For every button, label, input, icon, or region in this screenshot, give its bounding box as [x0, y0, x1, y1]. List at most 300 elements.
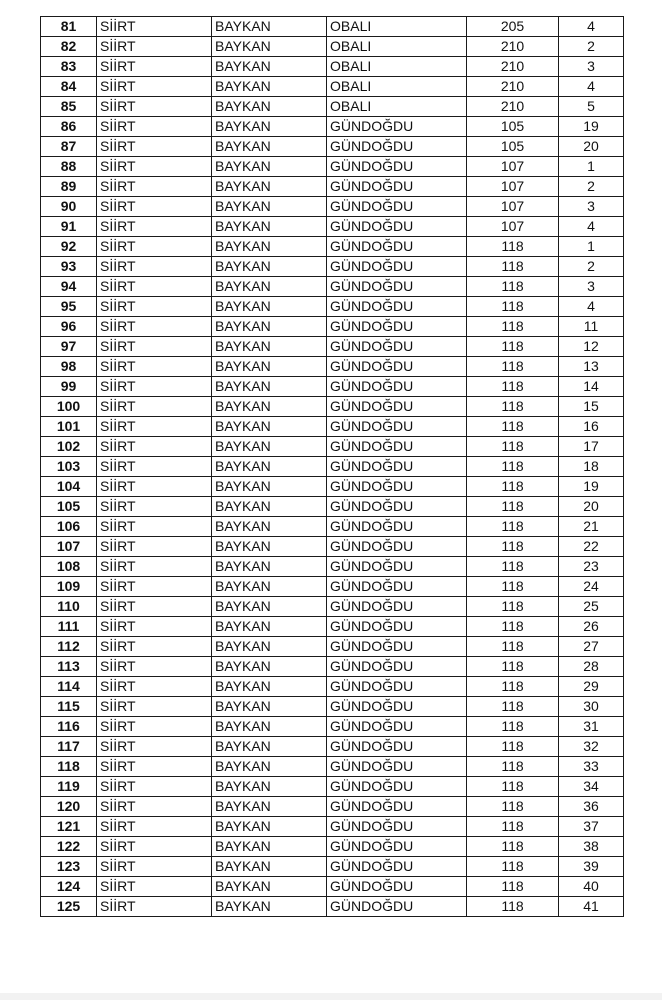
village-cell: OBALI: [327, 17, 467, 37]
table-row: [41, 377, 624, 397]
row-number-cell: 81: [41, 17, 97, 37]
village-cell: GÜNDOĞDU: [327, 517, 467, 537]
block-cell: 118: [467, 337, 559, 357]
row-number-cell: 82: [41, 37, 97, 57]
province-cell: SİİRT: [97, 217, 212, 237]
district-cell: BAYKAN: [212, 117, 327, 137]
village-cell: GÜNDOĞDU: [327, 337, 467, 357]
district-cell: BAYKAN: [212, 557, 327, 577]
parcel-cell: 16: [559, 417, 624, 437]
row-number-cell: 103: [41, 457, 97, 477]
row-number-cell: 125: [41, 897, 97, 917]
province-cell: SİİRT: [97, 357, 212, 377]
village-cell: GÜNDOĞDU: [327, 857, 467, 877]
province-cell: SİİRT: [97, 517, 212, 537]
table-row: [41, 337, 624, 357]
table-row: [41, 417, 624, 437]
block-cell: 118: [467, 417, 559, 437]
village-cell: GÜNDOĞDU: [327, 117, 467, 137]
province-cell: SİİRT: [97, 337, 212, 357]
district-cell: BAYKAN: [212, 717, 327, 737]
row-number-cell: 93: [41, 257, 97, 277]
village-cell: GÜNDOĞDU: [327, 777, 467, 797]
row-number-cell: 102: [41, 437, 97, 457]
block-cell: 118: [467, 757, 559, 777]
village-cell: GÜNDOĞDU: [327, 297, 467, 317]
village-cell: GÜNDOĞDU: [327, 377, 467, 397]
block-cell: 118: [467, 297, 559, 317]
parcel-cell: 38: [559, 837, 624, 857]
province-cell: SİİRT: [97, 717, 212, 737]
parcel-cell: 11: [559, 317, 624, 337]
province-cell: SİİRT: [97, 737, 212, 757]
district-cell: BAYKAN: [212, 157, 327, 177]
table-row: [41, 277, 624, 297]
row-number-cell: 105: [41, 497, 97, 517]
block-cell: 118: [467, 377, 559, 397]
village-cell: GÜNDOĞDU: [327, 597, 467, 617]
parcel-cell: 28: [559, 657, 624, 677]
parcel-cell: 12: [559, 337, 624, 357]
village-cell: OBALI: [327, 37, 467, 57]
row-number-cell: 88: [41, 157, 97, 177]
block-cell: 118: [467, 457, 559, 477]
parcel-cell: 2: [559, 177, 624, 197]
table-row: [41, 237, 624, 257]
row-number-cell: 119: [41, 777, 97, 797]
table-row: [41, 537, 624, 557]
district-cell: BAYKAN: [212, 617, 327, 637]
table-row: [41, 317, 624, 337]
province-cell: SİİRT: [97, 537, 212, 557]
district-cell: BAYKAN: [212, 677, 327, 697]
block-cell: 118: [467, 857, 559, 877]
parcel-cell: 39: [559, 857, 624, 877]
block-cell: 118: [467, 837, 559, 857]
province-cell: SİİRT: [97, 117, 212, 137]
village-cell: GÜNDOĞDU: [327, 557, 467, 577]
table-row: [41, 557, 624, 577]
province-cell: SİİRT: [97, 757, 212, 777]
district-cell: BAYKAN: [212, 457, 327, 477]
district-cell: BAYKAN: [212, 797, 327, 817]
row-number-cell: 118: [41, 757, 97, 777]
row-number-cell: 111: [41, 617, 97, 637]
parcel-cell: 22: [559, 537, 624, 557]
row-number-cell: 107: [41, 537, 97, 557]
province-cell: SİİRT: [97, 437, 212, 457]
province-cell: SİİRT: [97, 177, 212, 197]
village-cell: GÜNDOĞDU: [327, 457, 467, 477]
block-cell: 118: [467, 437, 559, 457]
parcel-cell: 34: [559, 777, 624, 797]
district-cell: BAYKAN: [212, 17, 327, 37]
block-cell: 118: [467, 537, 559, 557]
parcel-cell: 20: [559, 497, 624, 517]
block-cell: 107: [467, 177, 559, 197]
district-cell: BAYKAN: [212, 297, 327, 317]
table-row: [41, 257, 624, 277]
village-cell: OBALI: [327, 77, 467, 97]
parcel-cell: 2: [559, 257, 624, 277]
parcel-cell: 40: [559, 877, 624, 897]
table-row: [41, 757, 624, 777]
province-cell: SİİRT: [97, 797, 212, 817]
district-cell: BAYKAN: [212, 237, 327, 257]
block-cell: 118: [467, 397, 559, 417]
table-row: [41, 297, 624, 317]
block-cell: 118: [467, 597, 559, 617]
row-number-cell: 114: [41, 677, 97, 697]
parcel-cell: 2: [559, 37, 624, 57]
row-number-cell: 109: [41, 577, 97, 597]
table-row: [41, 457, 624, 477]
table-row: [41, 57, 624, 77]
row-number-cell: 104: [41, 477, 97, 497]
row-number-cell: 85: [41, 97, 97, 117]
province-cell: SİİRT: [97, 777, 212, 797]
district-cell: BAYKAN: [212, 257, 327, 277]
village-cell: GÜNDOĞDU: [327, 257, 467, 277]
district-cell: BAYKAN: [212, 57, 327, 77]
row-number-cell: 123: [41, 857, 97, 877]
document-page: [40, 16, 623, 917]
village-cell: GÜNDOĞDU: [327, 177, 467, 197]
block-cell: 118: [467, 657, 559, 677]
row-number-cell: 91: [41, 217, 97, 237]
table-row: [41, 637, 624, 657]
block-cell: 107: [467, 217, 559, 237]
row-number-cell: 89: [41, 177, 97, 197]
row-number-cell: 96: [41, 317, 97, 337]
village-cell: GÜNDOĞDU: [327, 137, 467, 157]
block-cell: 118: [467, 897, 559, 917]
district-cell: BAYKAN: [212, 517, 327, 537]
table-row: [41, 777, 624, 797]
province-cell: SİİRT: [97, 277, 212, 297]
table-row: [41, 157, 624, 177]
row-number-cell: 92: [41, 237, 97, 257]
district-cell: BAYKAN: [212, 277, 327, 297]
table-row: [41, 177, 624, 197]
province-cell: SİİRT: [97, 877, 212, 897]
table-row: [41, 617, 624, 637]
parcel-cell: 37: [559, 817, 624, 837]
village-cell: GÜNDOĞDU: [327, 697, 467, 717]
district-cell: BAYKAN: [212, 757, 327, 777]
row-number-cell: 100: [41, 397, 97, 417]
row-number-cell: 87: [41, 137, 97, 157]
block-cell: 118: [467, 817, 559, 837]
province-cell: SİİRT: [97, 57, 212, 77]
table-row: [41, 577, 624, 597]
table-row: [41, 597, 624, 617]
parcel-cell: 5: [559, 97, 624, 117]
block-cell: 205: [467, 17, 559, 37]
province-cell: SİİRT: [97, 577, 212, 597]
block-cell: 118: [467, 777, 559, 797]
village-cell: GÜNDOĞDU: [327, 197, 467, 217]
parcel-cell: 15: [559, 397, 624, 417]
district-cell: BAYKAN: [212, 597, 327, 617]
table-row: [41, 857, 624, 877]
district-cell: BAYKAN: [212, 97, 327, 117]
parcel-cell: 31: [559, 717, 624, 737]
block-cell: 210: [467, 57, 559, 77]
village-cell: GÜNDOĞDU: [327, 397, 467, 417]
province-cell: SİİRT: [97, 857, 212, 877]
district-cell: BAYKAN: [212, 77, 327, 97]
parcel-cell: 20: [559, 137, 624, 157]
province-cell: SİİRT: [97, 17, 212, 37]
district-cell: BAYKAN: [212, 897, 327, 917]
parcel-cell: 19: [559, 477, 624, 497]
row-number-cell: 121: [41, 817, 97, 837]
village-cell: GÜNDOĞDU: [327, 317, 467, 337]
row-number-cell: 116: [41, 717, 97, 737]
province-cell: SİİRT: [97, 257, 212, 277]
block-cell: 118: [467, 737, 559, 757]
parcel-cell: 1: [559, 237, 624, 257]
parcel-cell: 32: [559, 737, 624, 757]
province-cell: SİİRT: [97, 397, 212, 417]
province-cell: SİİRT: [97, 677, 212, 697]
district-cell: BAYKAN: [212, 217, 327, 237]
parcel-cell: 4: [559, 297, 624, 317]
block-cell: 118: [467, 677, 559, 697]
table-row: [41, 677, 624, 697]
parcel-cell: 36: [559, 797, 624, 817]
parcel-cell: 3: [559, 197, 624, 217]
row-number-cell: 113: [41, 657, 97, 677]
block-cell: 118: [467, 497, 559, 517]
parcel-cell: 21: [559, 517, 624, 537]
row-number-cell: 97: [41, 337, 97, 357]
block-cell: 118: [467, 237, 559, 257]
village-cell: GÜNDOĞDU: [327, 797, 467, 817]
district-cell: BAYKAN: [212, 537, 327, 557]
parcel-table: [40, 16, 624, 917]
table-row: [41, 37, 624, 57]
province-cell: SİİRT: [97, 617, 212, 637]
district-cell: BAYKAN: [212, 417, 327, 437]
district-cell: BAYKAN: [212, 497, 327, 517]
row-number-cell: 90: [41, 197, 97, 217]
row-number-cell: 112: [41, 637, 97, 657]
village-cell: GÜNDOĞDU: [327, 737, 467, 757]
block-cell: 118: [467, 877, 559, 897]
province-cell: SİİRT: [97, 317, 212, 337]
block-cell: 118: [467, 557, 559, 577]
row-number-cell: 83: [41, 57, 97, 77]
district-cell: BAYKAN: [212, 657, 327, 677]
district-cell: BAYKAN: [212, 37, 327, 57]
parcel-cell: 19: [559, 117, 624, 137]
district-cell: BAYKAN: [212, 737, 327, 757]
province-cell: SİİRT: [97, 417, 212, 437]
province-cell: SİİRT: [97, 817, 212, 837]
province-cell: SİİRT: [97, 157, 212, 177]
province-cell: SİİRT: [97, 457, 212, 477]
block-cell: 210: [467, 37, 559, 57]
village-cell: GÜNDOĞDU: [327, 237, 467, 257]
parcel-cell: 26: [559, 617, 624, 637]
row-number-cell: 115: [41, 697, 97, 717]
parcel-cell: 29: [559, 677, 624, 697]
village-cell: GÜNDOĞDU: [327, 837, 467, 857]
table-row: [41, 657, 624, 677]
province-cell: SİİRT: [97, 637, 212, 657]
district-cell: BAYKAN: [212, 337, 327, 357]
row-number-cell: 120: [41, 797, 97, 817]
village-cell: GÜNDOĞDU: [327, 577, 467, 597]
table-row: [41, 217, 624, 237]
block-cell: 118: [467, 577, 559, 597]
parcel-cell: 18: [559, 457, 624, 477]
district-cell: BAYKAN: [212, 697, 327, 717]
table-row: [41, 837, 624, 857]
province-cell: SİİRT: [97, 497, 212, 517]
block-cell: 210: [467, 77, 559, 97]
district-cell: BAYKAN: [212, 817, 327, 837]
row-number-cell: 86: [41, 117, 97, 137]
village-cell: GÜNDOĞDU: [327, 657, 467, 677]
parcel-cell: 33: [559, 757, 624, 777]
province-cell: SİİRT: [97, 837, 212, 857]
table-row: [41, 897, 624, 917]
table-row: [41, 117, 624, 137]
province-cell: SİİRT: [97, 197, 212, 217]
district-cell: BAYKAN: [212, 877, 327, 897]
row-number-cell: 124: [41, 877, 97, 897]
village-cell: GÜNDOĞDU: [327, 637, 467, 657]
parcel-cell: 3: [559, 57, 624, 77]
block-cell: 105: [467, 137, 559, 157]
block-cell: 118: [467, 257, 559, 277]
village-cell: GÜNDOĞDU: [327, 677, 467, 697]
parcel-cell: 41: [559, 897, 624, 917]
province-cell: SİİRT: [97, 557, 212, 577]
row-number-cell: 95: [41, 297, 97, 317]
block-cell: 105: [467, 117, 559, 137]
district-cell: BAYKAN: [212, 397, 327, 417]
row-number-cell: 94: [41, 277, 97, 297]
table-row: [41, 477, 624, 497]
row-number-cell: 98: [41, 357, 97, 377]
village-cell: GÜNDOĞDU: [327, 537, 467, 557]
province-cell: SİİRT: [97, 37, 212, 57]
parcel-cell: 4: [559, 217, 624, 237]
district-cell: BAYKAN: [212, 177, 327, 197]
table-row: [41, 97, 624, 117]
province-cell: SİİRT: [97, 477, 212, 497]
row-number-cell: 84: [41, 77, 97, 97]
block-cell: 118: [467, 477, 559, 497]
district-cell: BAYKAN: [212, 477, 327, 497]
district-cell: BAYKAN: [212, 437, 327, 457]
table-row: [41, 737, 624, 757]
district-cell: BAYKAN: [212, 197, 327, 217]
table-row: [41, 77, 624, 97]
province-cell: SİİRT: [97, 237, 212, 257]
parcel-cell: 30: [559, 697, 624, 717]
parcel-cell: 25: [559, 597, 624, 617]
table-row: [41, 697, 624, 717]
table-row: [41, 877, 624, 897]
table-row: [41, 437, 624, 457]
province-cell: SİİRT: [97, 377, 212, 397]
parcel-cell: 13: [559, 357, 624, 377]
province-cell: SİİRT: [97, 97, 212, 117]
district-cell: BAYKAN: [212, 137, 327, 157]
village-cell: GÜNDOĞDU: [327, 217, 467, 237]
block-cell: 118: [467, 617, 559, 637]
page-bottom-edge: [0, 993, 662, 1000]
village-cell: OBALI: [327, 57, 467, 77]
parcel-cell: 14: [559, 377, 624, 397]
district-cell: BAYKAN: [212, 857, 327, 877]
table-row: [41, 397, 624, 417]
row-number-cell: 110: [41, 597, 97, 617]
row-number-cell: 122: [41, 837, 97, 857]
table-row: [41, 717, 624, 737]
parcel-cell: 27: [559, 637, 624, 657]
parcel-cell: 4: [559, 17, 624, 37]
table-row: [41, 797, 624, 817]
district-cell: BAYKAN: [212, 317, 327, 337]
parcel-cell: 23: [559, 557, 624, 577]
row-number-cell: 101: [41, 417, 97, 437]
district-cell: BAYKAN: [212, 637, 327, 657]
district-cell: BAYKAN: [212, 577, 327, 597]
block-cell: 107: [467, 157, 559, 177]
table-row: [41, 17, 624, 37]
province-cell: SİİRT: [97, 137, 212, 157]
block-cell: 118: [467, 277, 559, 297]
village-cell: GÜNDOĞDU: [327, 357, 467, 377]
block-cell: 118: [467, 517, 559, 537]
province-cell: SİİRT: [97, 657, 212, 677]
block-cell: 118: [467, 697, 559, 717]
block-cell: 118: [467, 637, 559, 657]
row-number-cell: 106: [41, 517, 97, 537]
village-cell: GÜNDOĞDU: [327, 817, 467, 837]
district-cell: BAYKAN: [212, 377, 327, 397]
row-number-cell: 99: [41, 377, 97, 397]
village-cell: GÜNDOĞDU: [327, 417, 467, 437]
village-cell: GÜNDOĞDU: [327, 877, 467, 897]
parcel-cell: 3: [559, 277, 624, 297]
block-cell: 107: [467, 197, 559, 217]
village-cell: GÜNDOĞDU: [327, 617, 467, 637]
block-cell: 210: [467, 97, 559, 117]
village-cell: GÜNDOĞDU: [327, 277, 467, 297]
table-row: [41, 357, 624, 377]
row-number-cell: 117: [41, 737, 97, 757]
parcel-cell: 1: [559, 157, 624, 177]
village-cell: GÜNDOĞDU: [327, 497, 467, 517]
district-cell: BAYKAN: [212, 837, 327, 857]
village-cell: GÜNDOĞDU: [327, 897, 467, 917]
table-row: [41, 817, 624, 837]
province-cell: SİİRT: [97, 697, 212, 717]
province-cell: SİİRT: [97, 297, 212, 317]
table-row: [41, 497, 624, 517]
block-cell: 118: [467, 797, 559, 817]
district-cell: BAYKAN: [212, 357, 327, 377]
village-cell: GÜNDOĞDU: [327, 757, 467, 777]
village-cell: GÜNDOĞDU: [327, 717, 467, 737]
